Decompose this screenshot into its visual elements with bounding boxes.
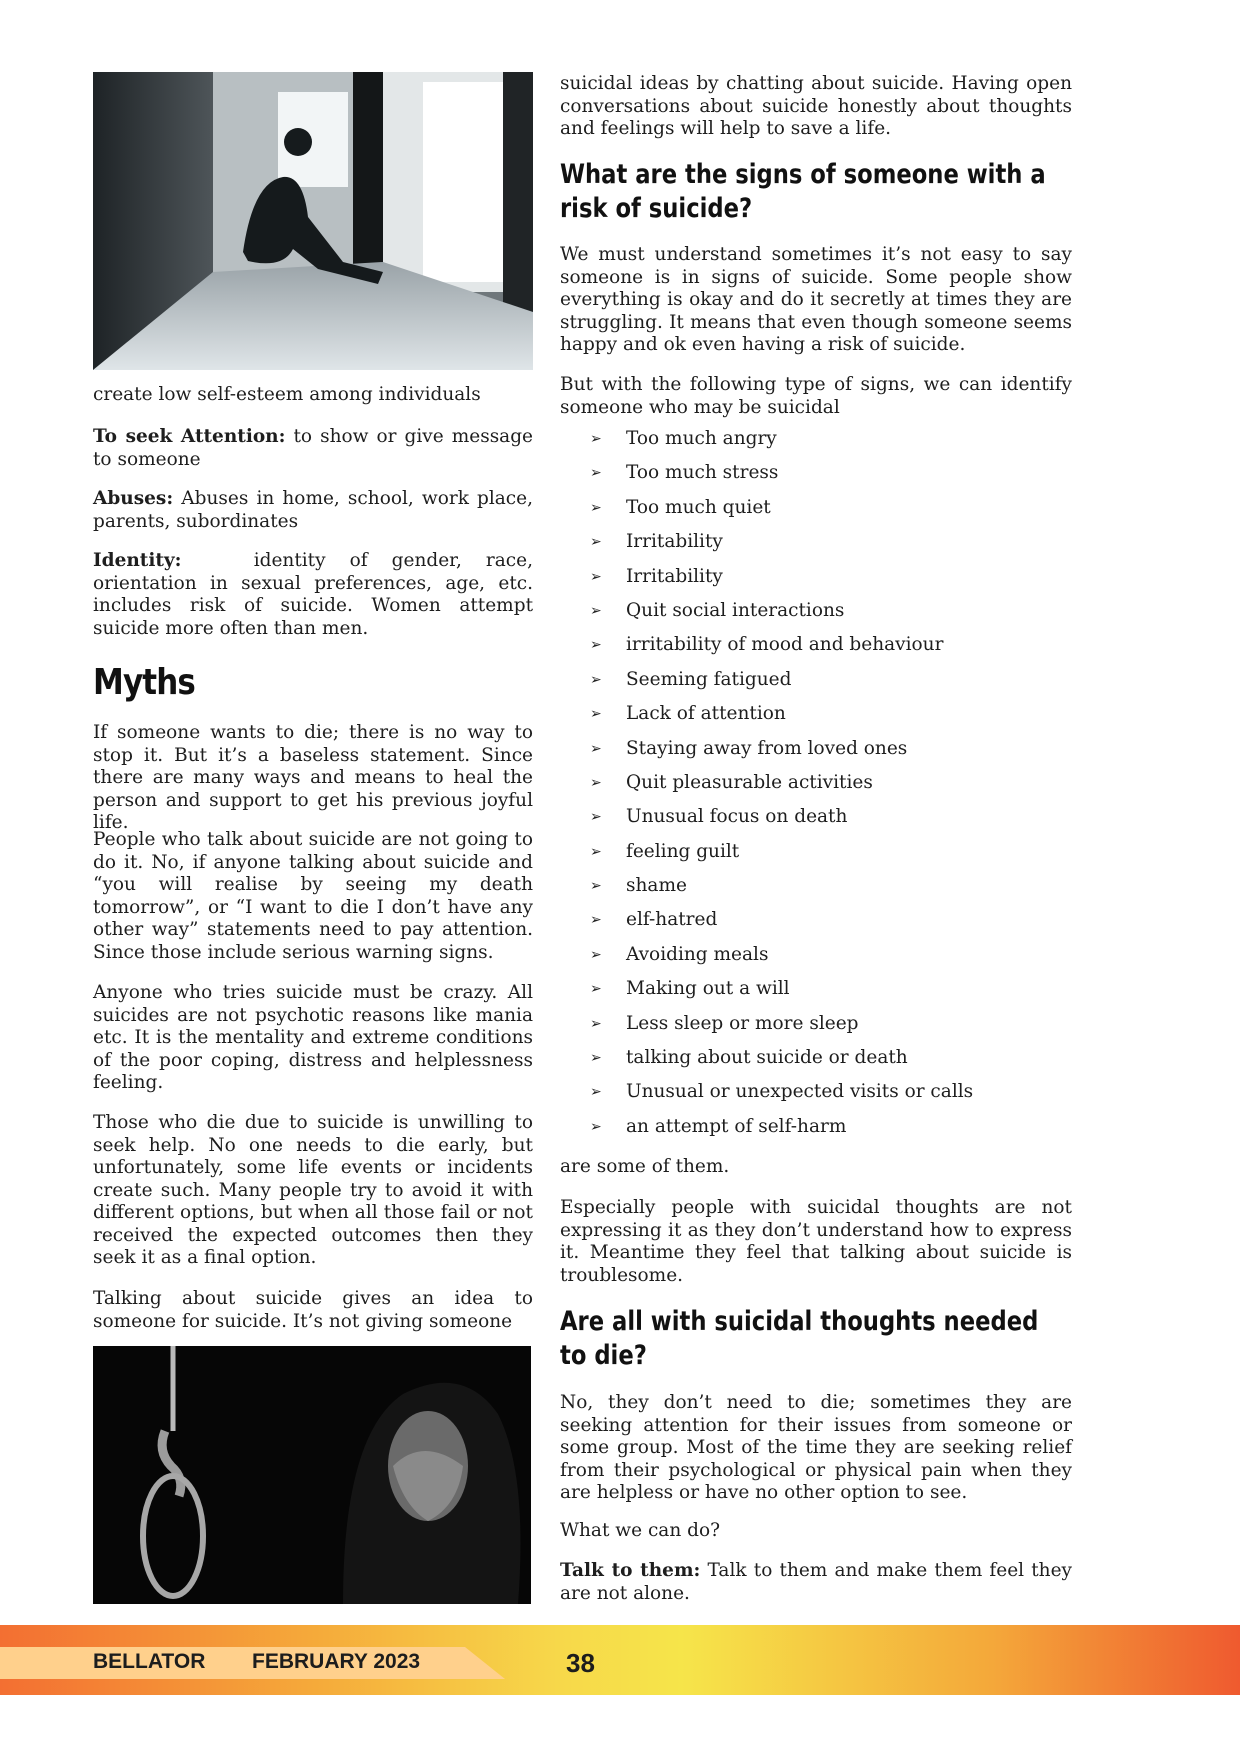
list-item: ➢ Too much quiet bbox=[590, 496, 771, 518]
heading-signs-of-risk: What are the signs of someone with a risk of suicide? bbox=[560, 159, 1046, 224]
signs-intro-paragraph: We must understand sometimes it’s not easy to say someone is in signs of suicide. Some people show everything is okay and do it secretly at times they are struggling. It means that even though someone seems happy and ok even having a risk of suicide. bbox=[560, 244, 1072, 355]
paragraph-seek-attention bbox=[93, 426, 533, 471]
list-item: ➢ Irritability bbox=[590, 531, 723, 553]
caption-continuation: create low self-esteem among individuals bbox=[93, 384, 481, 405]
list-item: ➢ Staying away from loved ones bbox=[590, 737, 908, 759]
arrow-bullet-icon: ➢ bbox=[590, 568, 602, 585]
list-item: ➢ elf-hatred bbox=[590, 909, 718, 931]
arrow-bullet-icon: ➢ bbox=[590, 534, 602, 551]
list-item: ➢ feeling guilt bbox=[590, 840, 740, 862]
arrow-bullet-icon: ➢ bbox=[590, 1084, 602, 1101]
arrow-bullet-icon: ➢ bbox=[590, 843, 602, 860]
list-item: ➢ irritability of mood and behaviour bbox=[590, 634, 944, 656]
arrow-bullet-icon: ➢ bbox=[590, 465, 602, 482]
label-seek-attention: To seek Attention: bbox=[93, 426, 286, 447]
list-item: ➢ talking about suicide or death bbox=[590, 1047, 908, 1069]
paragraph-talk-to-them bbox=[560, 1560, 1072, 1605]
paragraph-identity bbox=[93, 550, 539, 640]
list-item: ➢ Too much stress bbox=[590, 462, 779, 484]
arrow-bullet-icon: ➢ bbox=[590, 740, 602, 757]
arrow-bullet-icon: ➢ bbox=[590, 499, 602, 516]
arrow-bullet-icon: ➢ bbox=[590, 946, 602, 963]
signs-list-intro: But with the following type of signs, we can identify someone who may be suicidal bbox=[560, 374, 1072, 418]
text-seek-attention: to show or give message to someone bbox=[93, 426, 534, 470]
needed-to-die-paragraph: No, they don’t need to die; sometimes they are seeking attention for their issues from someone or some group. Most of the time they are seeking relief from their psychological or physical pain when they are helpless or have no other option to see. bbox=[560, 1392, 1072, 1503]
list-item: ➢ Unusual or unexpected visits or calls bbox=[590, 1081, 974, 1103]
text-abuses: Abuses in home, school, work place, parents, subordinates bbox=[93, 488, 533, 532]
arrow-bullet-icon: ➢ bbox=[590, 1015, 602, 1032]
label-identity: Identity: bbox=[93, 550, 182, 571]
text-talk-to-them: Talk to them and make them feel they are not alone. bbox=[560, 1560, 1072, 1604]
list-item: ➢ Quit pleasurable activities bbox=[590, 771, 873, 793]
arrow-bullet-icon: ➢ bbox=[590, 809, 602, 826]
text-identity: identity of gender, race, orientation in sexual preferences, age, etc. includes risk of suicide. Women attempt suicide more often than men. bbox=[93, 550, 539, 639]
arrow-bullet-icon: ➢ bbox=[590, 981, 602, 998]
continuation-paragraph: suicidal ideas by chatting about suicide. Having open conversations about suicide honestly about thoughts and feelings will help to save a life. bbox=[560, 73, 1072, 139]
arrow-bullet-icon: ➢ bbox=[590, 774, 602, 791]
arrow-bullet-icon: ➢ bbox=[590, 912, 602, 929]
list-item: ➢ Too much angry bbox=[590, 428, 777, 449]
list-item: ➢ Irritability bbox=[590, 565, 723, 587]
myth-paragraph-3: Anyone who tries suicide must be crazy. All suicides are not psychotic reasons like mania etc. It is the mentality and extreme conditions of the poor coping, distress and helplessness feeling. bbox=[93, 982, 533, 1093]
list-item: ➢ shame bbox=[590, 875, 687, 897]
label-abuses: Abuses: bbox=[93, 488, 174, 509]
label-talk-to-them: Talk to them: bbox=[560, 1560, 701, 1581]
myth-paragraph-5: Talking about suicide gives an idea to someone for suicide. It’s not giving someone bbox=[93, 1288, 533, 1332]
list-item: ➢ Quit social interactions bbox=[590, 599, 845, 621]
photo-person-in-corridor bbox=[93, 72, 533, 370]
myth-paragraph-1: If someone wants to die; there is no way to stop it. But it’s a baseless statement. Since there are many ways and means to heal the person and support to get his previous joyful life. bbox=[93, 722, 533, 833]
arrow-bullet-icon: ➢ bbox=[590, 637, 602, 654]
signs-list bbox=[590, 428, 973, 1150]
signs-list-outro: are some of them. bbox=[560, 1156, 730, 1177]
myth-paragraph-4: Those who die due to suicide is unwilling to seek help. No one needs to die early, but unfortunately, some life events or incidents create such. Many people try to avoid it with different options, but when all those fail or not received the expected outcomes then they seek it as a final option. bbox=[93, 1112, 533, 1268]
list-item: ➢ Making out a will bbox=[590, 978, 790, 1000]
heading-myths: Myths bbox=[93, 662, 195, 703]
arrow-bullet-icon: ➢ bbox=[590, 431, 602, 447]
arrow-bullet-icon: ➢ bbox=[590, 1050, 602, 1067]
list-item: ➢ Lack of attention bbox=[590, 703, 786, 725]
heading-needed-to-die: Are all with suicidal thoughts needed to die? bbox=[560, 1306, 1039, 1371]
list-item: ➢ Avoiding meals bbox=[590, 943, 769, 965]
arrow-bullet-icon: ➢ bbox=[590, 706, 602, 723]
list-item: ➢ Less sleep or more sleep bbox=[590, 1012, 859, 1034]
arrow-bullet-icon: ➢ bbox=[590, 1118, 602, 1135]
list-item: ➢ Seeming fatigued bbox=[590, 668, 792, 690]
footer-issue-date: FEBRUARY 2023 bbox=[252, 1650, 421, 1673]
arrow-bullet-icon: ➢ bbox=[590, 878, 602, 895]
list-item: ➢ Unusual focus on death bbox=[590, 806, 848, 828]
footer-magazine-name: BELLATOR bbox=[93, 1650, 206, 1673]
page-number: 38 bbox=[566, 1648, 595, 1678]
arrow-bullet-icon: ➢ bbox=[590, 602, 602, 619]
paragraph-abuses bbox=[93, 488, 533, 533]
list-item: ➢ an attempt of self-harm bbox=[590, 1115, 847, 1137]
photo-noose-and-distressed-person bbox=[93, 1346, 531, 1604]
what-can-we-do: What we can do? bbox=[560, 1520, 721, 1541]
expression-paragraph: Especially people with suicidal thoughts are not expressing it as they don’t understand how to express it. Meantime they feel that talking about suicide is troublesome. bbox=[560, 1197, 1072, 1286]
arrow-bullet-icon: ➢ bbox=[590, 671, 602, 688]
myth-paragraph-2: People who talk about suicide are not going to do it. No, if anyone talking about suicide and “you will realise by seeing my death tomorrow”, or “I want to die I don’t have any other way” statements need to pay attention. Since those include serious warning signs. bbox=[93, 829, 533, 963]
